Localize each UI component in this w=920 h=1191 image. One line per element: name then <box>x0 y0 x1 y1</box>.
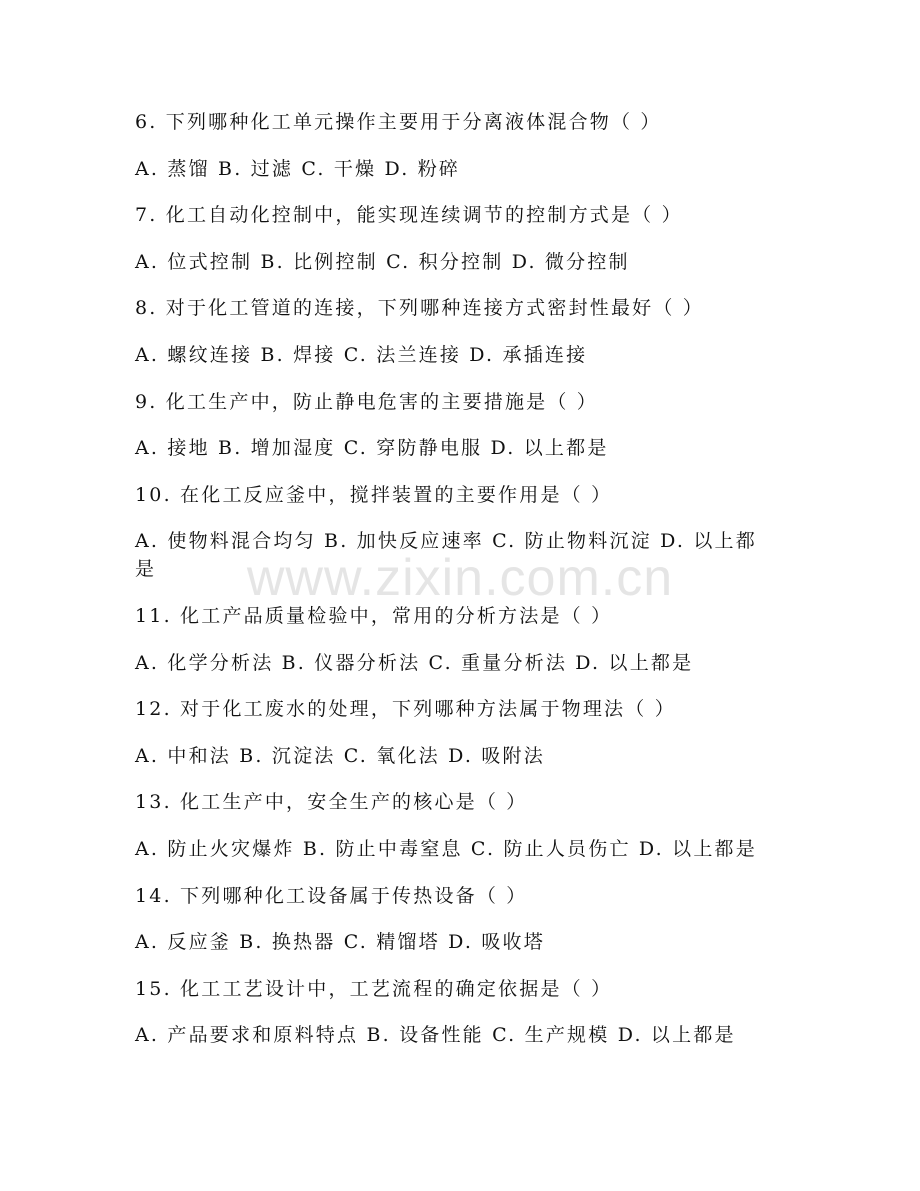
question-15 <box>135 975 775 1050</box>
watermark: www.zixin.com.cn <box>246 549 674 607</box>
question-options: A. 反应釜 B. 换热器 C. 精馏塔 D. 吸收塔 <box>135 931 545 954</box>
question-9 <box>135 388 775 463</box>
document-page <box>135 108 775 1068</box>
question-options: A. 产品要求和原料特点 B. 设备性能 C. 生产规模 D. 以上都是 <box>135 1024 736 1047</box>
question-options: A. 中和法 B. 沉淀法 C. 氧化法 D. 吸附法 <box>135 744 545 767</box>
question-12 <box>135 695 775 770</box>
question-text: 6. 下列哪种化工单元操作主要用于分离液体混合物（ ） <box>135 111 662 133</box>
question-13 <box>135 788 775 863</box>
question-options: A. 化学分析法 B. 仪器分析法 C. 重量分析法 D. 以上都是 <box>135 651 694 674</box>
question-options: A. 位式控制 B. 比例控制 C. 积分控制 D. 微分控制 <box>135 250 630 273</box>
question-options: A. 接地 B. 增加湿度 C. 穿防静电服 D. 以上都是 <box>135 437 609 460</box>
question-11 <box>135 602 775 677</box>
question-options: A. 蒸馏 B. 过滤 C. 干燥 D. 粉碎 <box>135 157 461 180</box>
question-14 <box>135 882 775 957</box>
question-text: 13. 化工生产中，安全生产的核心是（ ） <box>135 791 528 814</box>
question-text: 11. 化工产品质量检验中，常用的分析方法是（ ） <box>135 604 613 627</box>
question-options: A. 使物料混合均匀 B. 加快反应速率 C. 防止物料沉淀 D. 以上都是 <box>135 530 757 581</box>
question-text: 7. 化工自动化控制中，能实现连续调节的控制方式是（ ） <box>135 204 683 227</box>
question-6 <box>135 108 775 183</box>
question-options: A. 螺纹连接 B. 焊接 C. 法兰连接 D. 承插连接 <box>135 343 588 366</box>
question-text: 9. 化工生产中，防止静电危害的主要措施是（ ） <box>135 390 599 413</box>
question-7 <box>135 201 775 276</box>
question-options: A. 防止火灾爆炸 B. 防止中毒窒息 C. 防止人员伤亡 D. 以上都是 <box>135 837 757 860</box>
question-text: 14. 下列哪种化工设备属于传热设备（ ） <box>135 884 528 907</box>
question-8 <box>135 294 775 369</box>
question-text: 15. 化工工艺设计中，工艺流程的确定依据是（ ） <box>135 977 613 1000</box>
question-10 <box>135 481 775 584</box>
question-text: 8. 对于化工管道的连接，下列哪种连接方式密封性最好（ ） <box>135 297 705 320</box>
question-text: 10. 在化工反应釜中，搅拌装置的主要作用是（ ） <box>135 483 613 506</box>
question-text: 12. 对于化工废水的处理，下列哪种方法属于物理法（ ） <box>135 698 676 721</box>
